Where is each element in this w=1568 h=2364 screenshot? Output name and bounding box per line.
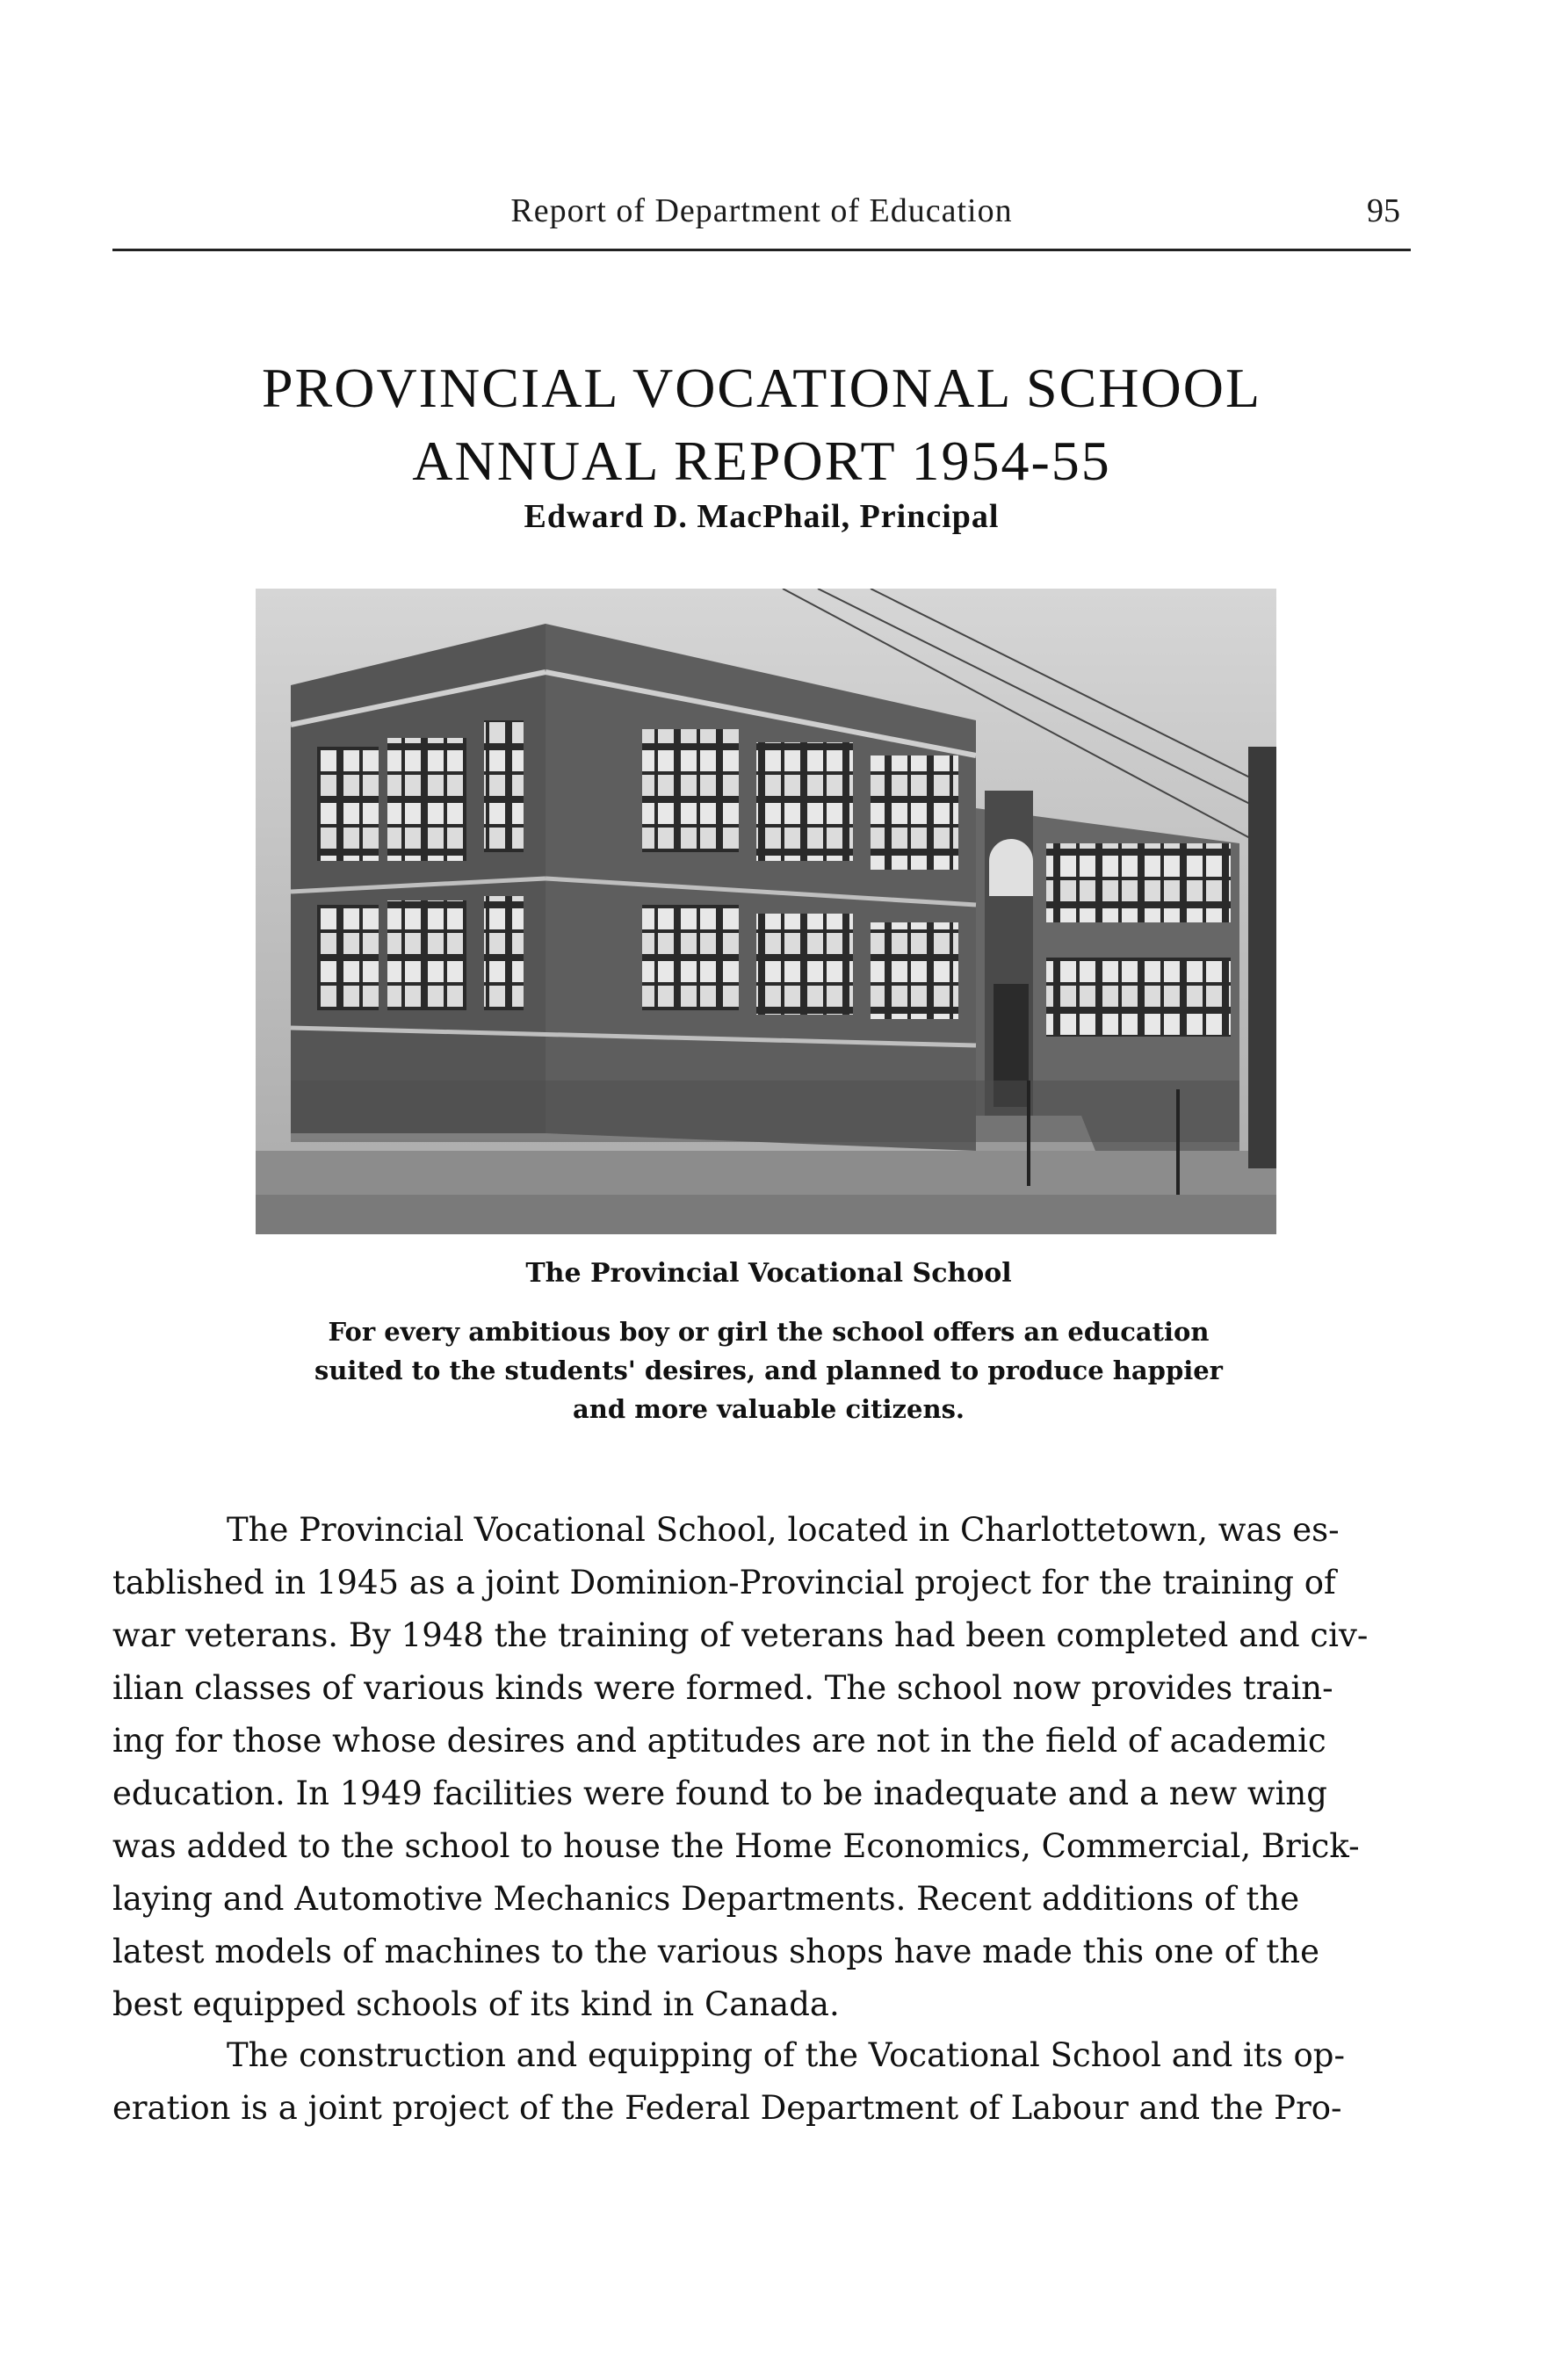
page-number: 95 [1367, 192, 1400, 229]
paragraph-line: eration is a joint project of the Federal Department of Labour and the Pro- [112, 2089, 1342, 2127]
paragraph-line: was added to the school to house the Home Economics, Commercial, Brick- [112, 1827, 1360, 1865]
report-title-line1: PROVINCIAL VOCATIONAL SCHOOL [261, 357, 1262, 419]
paragraph-1 [112, 1504, 1411, 2031]
paragraph-line: education. In 1949 facilities were found to be inadequate and a new wing [112, 1775, 1327, 1812]
paragraph-line: The construction and equipping of the Vocational School and its op- [227, 2036, 1345, 2074]
paragraph-line: war veterans. By 1948 the training of veterans had been completed and civ- [112, 1616, 1369, 1654]
author-byline: Edward D. MacPhail, Principal [524, 498, 1000, 535]
paragraph-line: tablished in 1945 as a joint Dominion-Provincial project for the training of [112, 1564, 1336, 1601]
paragraph-line: laying and Automotive Mechanics Departments. Recent additions of the [112, 1880, 1300, 1918]
paragraph-2 [112, 2029, 1411, 2135]
paragraph-line: The Provincial Vocational School, located in Charlottetown, was es- [227, 1511, 1340, 1549]
caption-line: suited to the students' desires, and planned to produce happier [314, 1356, 1223, 1385]
paragraph-line: best equipped schools of its kind in Canada. [112, 1985, 840, 2023]
paragraph-line: ilian classes of various kinds were formed. The school now provides train- [112, 1669, 1333, 1707]
running-head [112, 192, 1411, 244]
caption-line: For every ambitious boy or girl the school offers an education [328, 1317, 1210, 1347]
caption-line: and more valuable citizens. [573, 1394, 965, 1424]
running-head-title: Report of Department of Education [510, 192, 1013, 229]
school-building-photo [256, 589, 1276, 1234]
header-rule [112, 249, 1411, 251]
report-title-line2: ANNUAL REPORT 1954-55 [412, 430, 1111, 492]
paragraph-line: latest models of machines to the various shops have made this one of the [112, 1933, 1319, 1970]
photo-caption-title: The Provincial Vocational School [525, 1258, 1012, 1289]
photo-caption [264, 1312, 1274, 1428]
paragraph-line: ing for those whose desires and aptitudes are not in the field of academic [112, 1722, 1326, 1760]
